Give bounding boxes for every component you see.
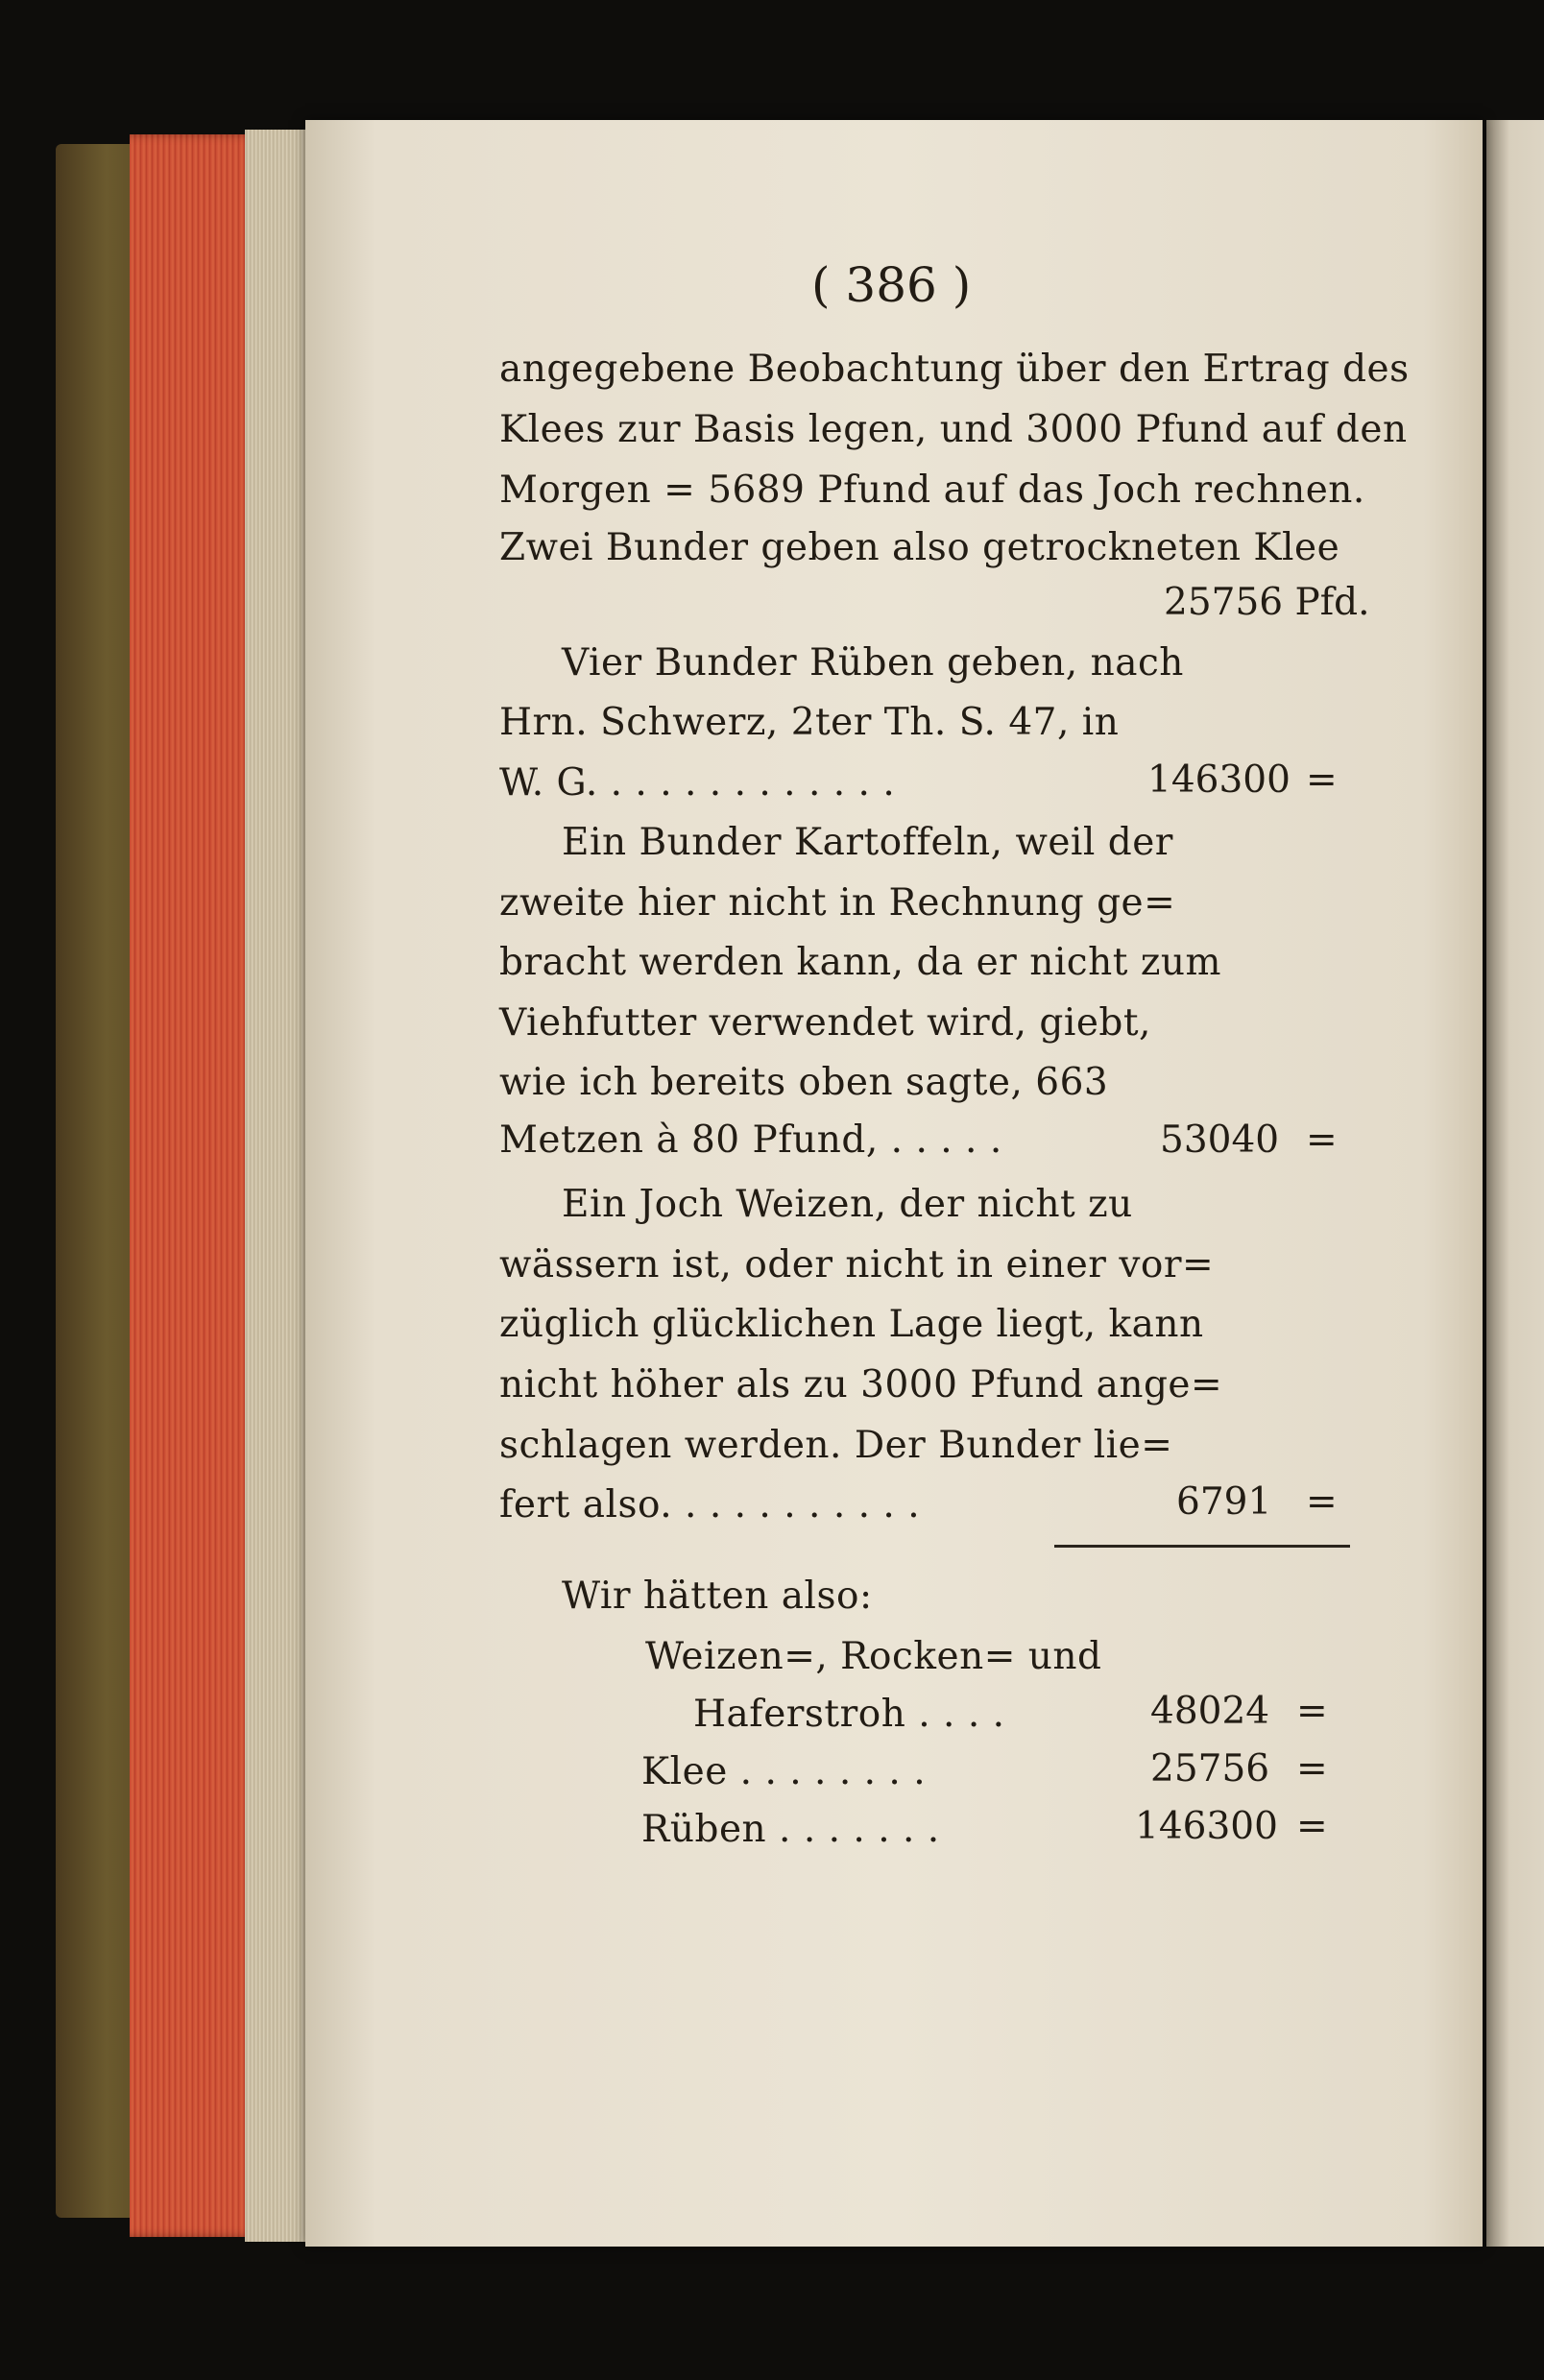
text-line: züglich glücklichen Lage liegt, kann xyxy=(499,1303,1204,1346)
text-line: wie ich bereits oben sagte, 663 xyxy=(499,1061,1109,1104)
ditto-mark: = xyxy=(1306,1480,1338,1524)
summary-value: 48024 xyxy=(1150,1690,1270,1733)
text-line: fert also. . . . . . . . . . . xyxy=(499,1483,921,1527)
text-line: Ein Joch Weizen, der nicht zu xyxy=(562,1183,1133,1226)
summary-row-label: Haferstroh . . . . xyxy=(693,1693,1005,1736)
amount-rueben: 146300 xyxy=(1147,758,1291,802)
summary-row-label: Rüben . . . . . . . xyxy=(641,1808,940,1851)
text-line: Ein Bunder Kartoffeln, weil der xyxy=(562,821,1173,864)
text-line: angegebene Beobachtung über den Ertrag des xyxy=(499,348,1410,391)
text-line: Viehfutter verwendet wird, giebt, xyxy=(499,1001,1151,1045)
ditto-mark: = xyxy=(1306,1118,1338,1162)
text-line: nicht höher als zu 3000 Pfund ange= xyxy=(499,1363,1223,1406)
text-line: Zwei Bunder geben also getrockneten Klee xyxy=(499,526,1340,569)
page-edges-gutter xyxy=(245,130,312,2242)
text-line: Wir hätten also: xyxy=(562,1575,873,1618)
amount-klee: 25756 Pfd. xyxy=(1164,581,1370,624)
ditto-mark: = xyxy=(1296,1690,1328,1733)
amount-weizen: 6791 xyxy=(1176,1480,1272,1524)
summary-value: 25756 xyxy=(1150,1747,1270,1791)
text-line: Klees zur Basis legen, und 3000 Pfund auf den xyxy=(499,408,1408,451)
facing-page-edge xyxy=(1486,120,1544,2247)
text-line: Hrn. Schwerz, 2ter Th. S. 47, in xyxy=(499,701,1120,744)
text-line: schlagen werden. Der Bunder lie= xyxy=(499,1424,1173,1467)
ditto-mark: = xyxy=(1306,758,1338,802)
summary-row-label: Klee . . . . . . . . xyxy=(641,1750,927,1793)
text-line: wässern ist, oder nicht in einer vor= xyxy=(499,1243,1215,1286)
text-line: bracht werden kann, da er nicht zum xyxy=(499,941,1221,984)
summary-value: 146300 xyxy=(1135,1805,1278,1848)
text-line: Vier Bunder Rüben geben, nach xyxy=(562,641,1184,685)
text-line: zweite hier nicht in Rechnung ge= xyxy=(499,881,1176,925)
text-line: Morgen = 5689 Pfund auf das Joch rechnen. xyxy=(499,469,1365,512)
ditto-mark: = xyxy=(1296,1747,1328,1791)
amount-kartoffeln: 53040 xyxy=(1160,1118,1280,1162)
text-line: Weizen=, Rocken= und xyxy=(645,1635,1102,1678)
page-number: ( 386 ) xyxy=(811,257,972,313)
text-line: W. G. . . . . . . . . . . . . xyxy=(499,761,896,805)
sum-rule xyxy=(1054,1545,1350,1548)
text-line: Metzen à 80 Pfund, . . . . . xyxy=(499,1118,1002,1162)
ditto-mark: = xyxy=(1296,1805,1328,1848)
